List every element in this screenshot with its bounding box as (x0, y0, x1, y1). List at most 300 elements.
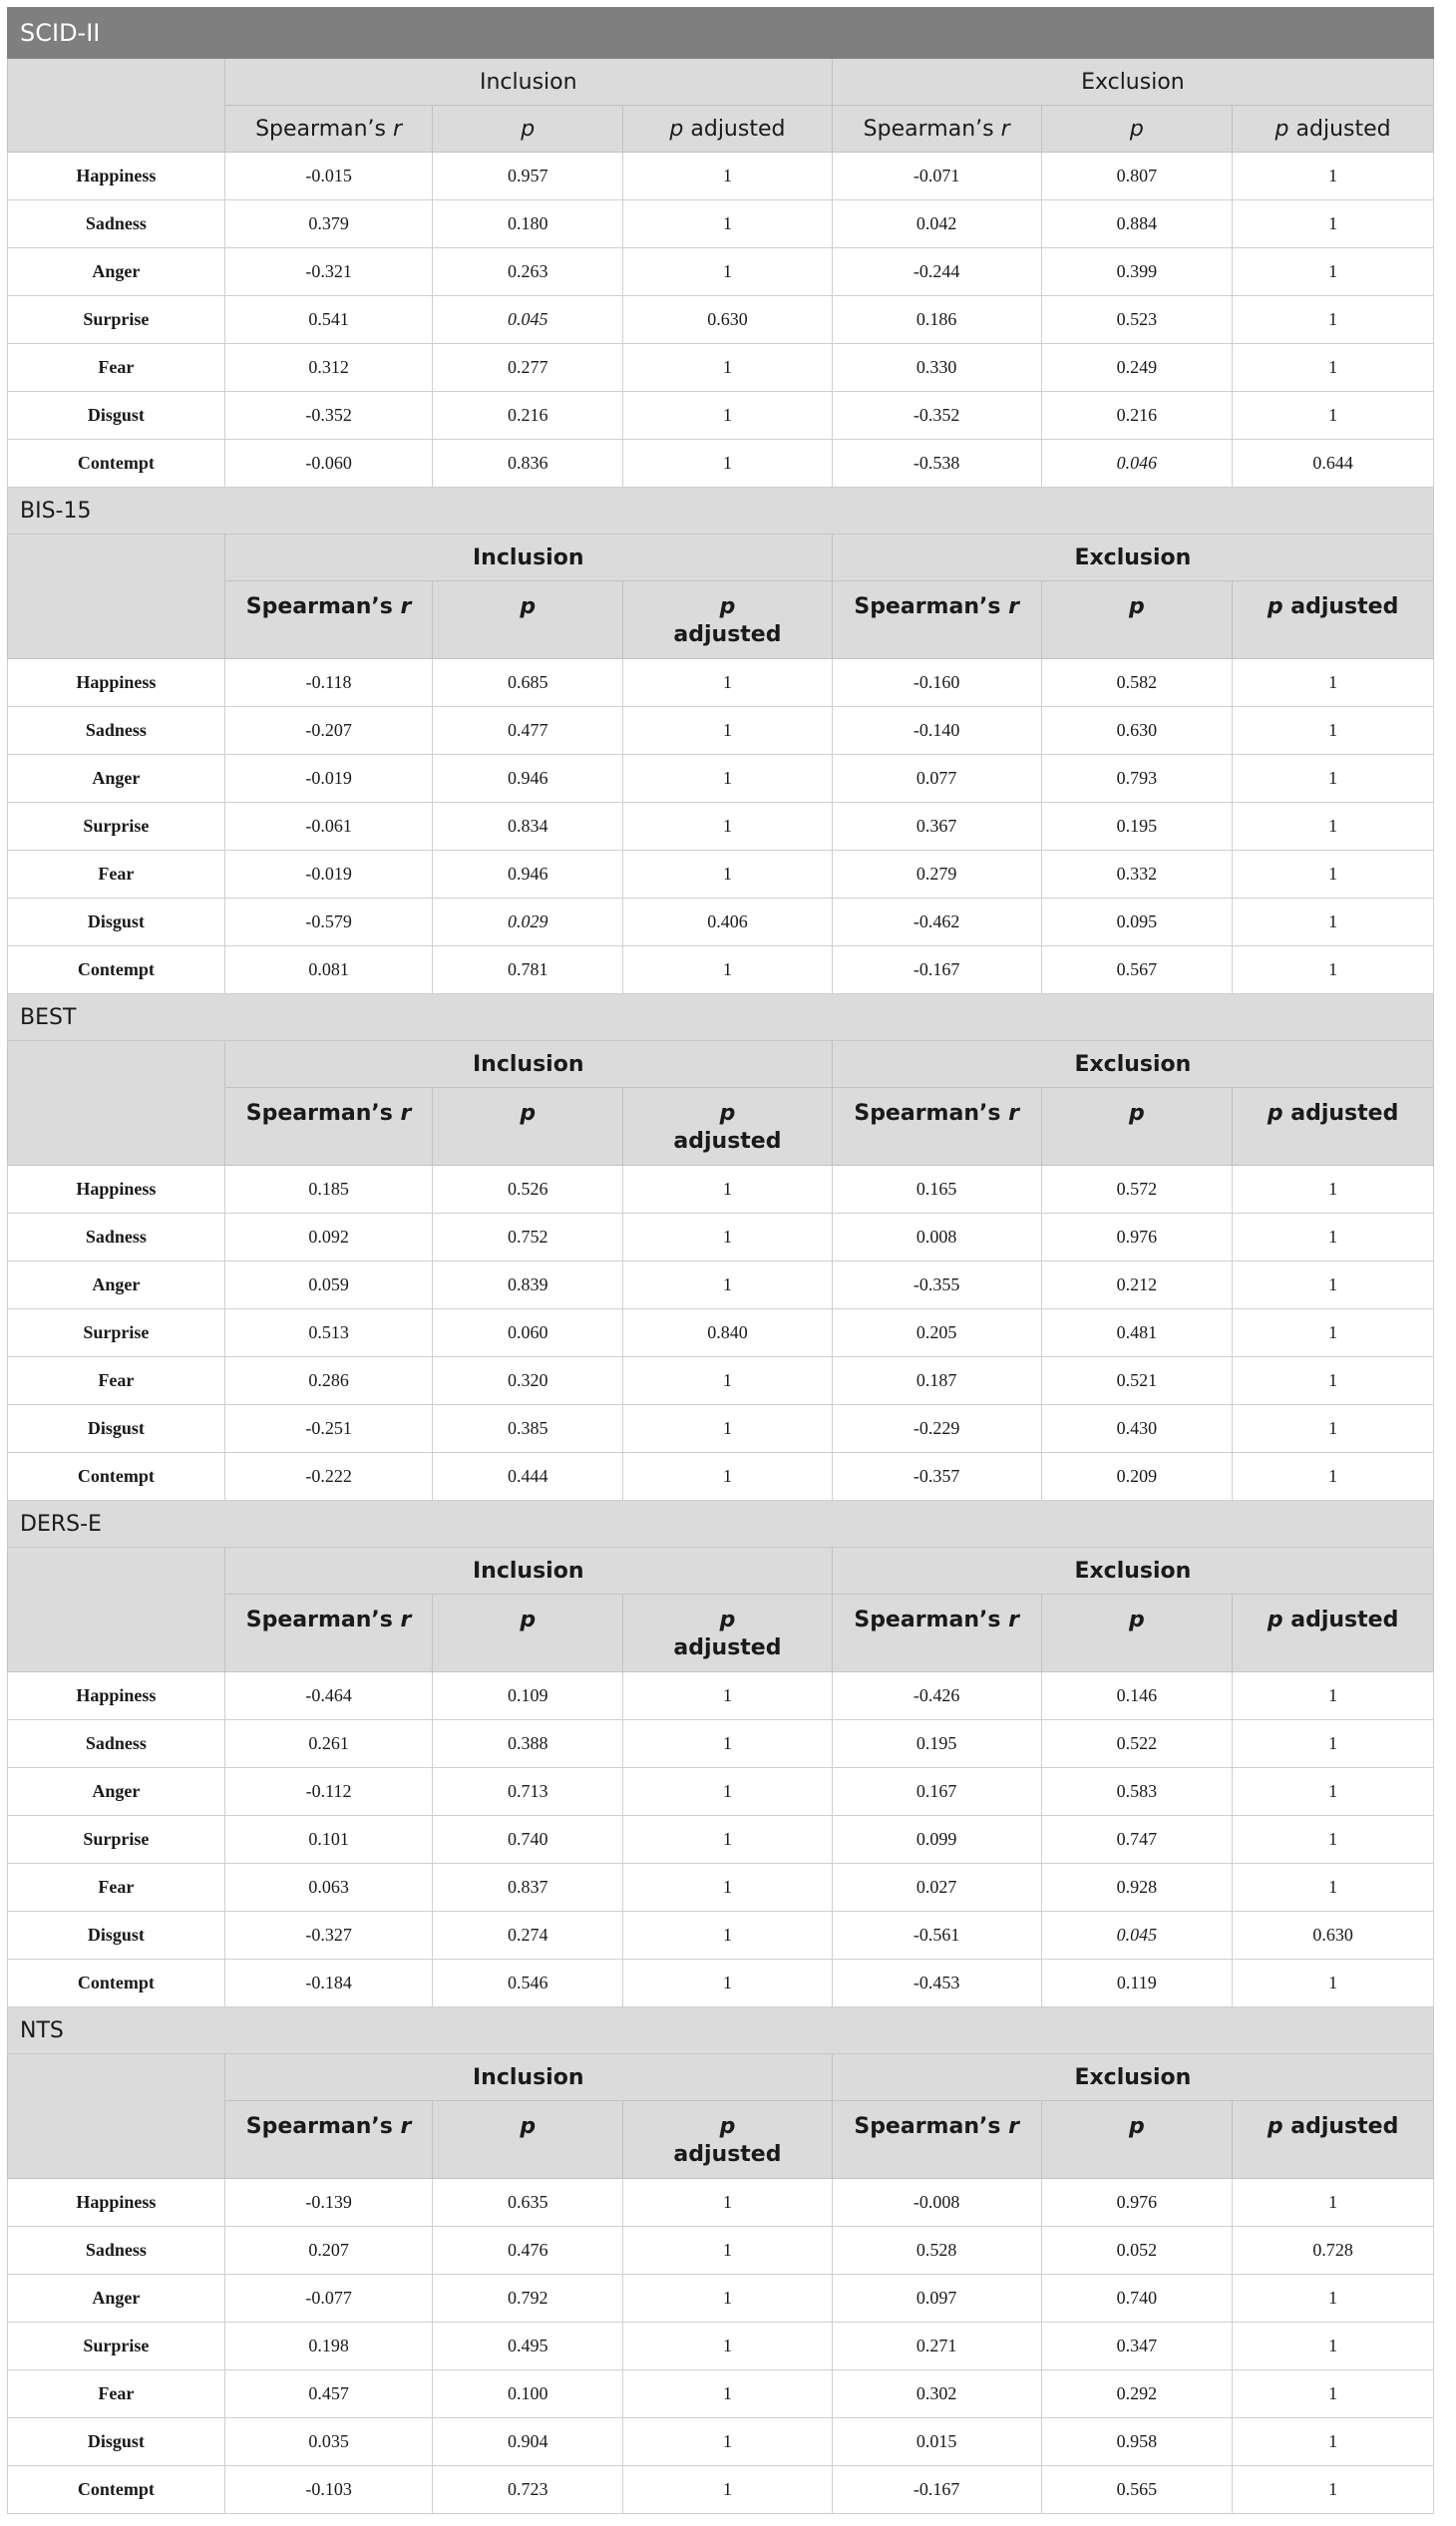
table-row (8, 803, 1434, 851)
group-exclusion: Exclusion (832, 535, 1433, 581)
cell-inc-r: -0.464 (224, 1672, 433, 1720)
cell-exc-p: 0.958 (1041, 2418, 1233, 2466)
spearman-label: Spearman’s (854, 1101, 1009, 1126)
r-symbol: r (1008, 594, 1019, 619)
cell-exc-p: 0.399 (1041, 248, 1233, 296)
cell-exc-r: 0.271 (832, 2323, 1041, 2370)
spearman-label: Spearman’s (863, 116, 1001, 142)
adjusted-label: adjusted (673, 1129, 782, 1154)
cell-exc-p: 0.430 (1041, 1405, 1233, 1453)
cell-exc-p-adj: 1 (1233, 1864, 1434, 1912)
table-row (8, 1357, 1434, 1405)
section-title: BEST (8, 994, 1434, 1041)
adjusted-label: adjusted (1282, 594, 1399, 619)
cell-inc-p-adj: 0.406 (623, 899, 833, 946)
cell-inc-r: 0.261 (224, 1720, 433, 1768)
row-label: Fear (8, 1357, 225, 1405)
col-p (433, 1088, 623, 1166)
p-symbol: p (719, 1608, 736, 1632)
table-row (8, 200, 1434, 248)
cell-inc-p: 0.946 (433, 755, 623, 803)
cell-inc-p-adj: 1 (623, 1720, 833, 1768)
p-symbol: p (1129, 116, 1144, 142)
cell-exc-p: 0.045 (1041, 1912, 1233, 1960)
cell-exc-r: 0.165 (832, 1166, 1041, 1214)
col-spearman-r (224, 1595, 433, 1672)
cell-exc-p: 0.052 (1041, 2227, 1233, 2275)
col-p (433, 581, 623, 659)
p-symbol: p (1267, 2114, 1283, 2139)
cell-inc-p: 0.635 (433, 2179, 623, 2227)
cell-exc-p: 0.740 (1041, 2275, 1233, 2323)
cell-exc-p-adj: 1 (1233, 153, 1434, 200)
cell-inc-p: 0.216 (433, 392, 623, 440)
cell-inc-p-adj: 1 (623, 851, 833, 899)
table-row (8, 2179, 1434, 2227)
cell-inc-r: 0.059 (224, 1262, 433, 1309)
cell-inc-r: 0.541 (224, 296, 433, 344)
group-inclusion: Inclusion (224, 1041, 832, 1088)
r-symbol: r (1008, 1101, 1019, 1126)
col-p-adjusted (1233, 581, 1434, 659)
cell-inc-p: 0.685 (433, 659, 623, 707)
p-symbol: p (1128, 1101, 1145, 1126)
cell-exc-p: 0.582 (1041, 659, 1233, 707)
cell-inc-p-adj: 1 (623, 1960, 833, 2007)
cell-exc-p: 0.209 (1041, 1453, 1233, 1501)
cell-inc-p: 0.180 (433, 200, 623, 248)
corner-cell (8, 1548, 225, 1672)
cell-exc-p-adj: 1 (1233, 1405, 1434, 1453)
cell-inc-p: 0.385 (433, 1405, 623, 1453)
spearman-label: Spearman’s (245, 2114, 401, 2139)
cell-inc-p: 0.904 (433, 2418, 623, 2466)
cell-inc-p-adj: 1 (623, 1166, 833, 1214)
cell-exc-r: -0.352 (832, 392, 1041, 440)
cell-exc-r: 0.195 (832, 1720, 1041, 1768)
cell-inc-p: 0.546 (433, 1960, 623, 2007)
cell-exc-r: 0.279 (832, 851, 1041, 899)
cell-exc-p: 0.747 (1041, 1816, 1233, 1864)
cell-inc-p-adj: 1 (623, 946, 833, 994)
cell-exc-r: -0.244 (832, 248, 1041, 296)
cell-inc-p-adj: 0.840 (623, 1309, 833, 1357)
r-symbol: r (1008, 1608, 1019, 1632)
cell-exc-p-adj: 1 (1233, 392, 1434, 440)
cell-exc-p: 0.884 (1041, 200, 1233, 248)
table-row (8, 1864, 1434, 1912)
col-p (433, 1595, 623, 1672)
cell-inc-r: -0.077 (224, 2275, 433, 2323)
cell-inc-p: 0.495 (433, 2323, 623, 2370)
table-row (8, 1672, 1434, 1720)
row-label: Fear (8, 2370, 225, 2418)
cell-inc-r: -0.207 (224, 707, 433, 755)
cell-exc-p-adj: 1 (1233, 2275, 1434, 2323)
table-row (8, 1768, 1434, 1816)
r-symbol: r (400, 594, 412, 619)
table-row (8, 1912, 1434, 1960)
cell-exc-r: 0.187 (832, 1357, 1041, 1405)
table-row (8, 899, 1434, 946)
cell-exc-p: 0.249 (1041, 344, 1233, 392)
cell-exc-p: 0.793 (1041, 755, 1233, 803)
cell-inc-p-adj: 1 (623, 2370, 833, 2418)
cell-inc-p-adj: 1 (623, 2275, 833, 2323)
row-label: Sadness (8, 200, 225, 248)
table-row (8, 153, 1434, 200)
cell-inc-p: 0.526 (433, 1166, 623, 1214)
p-symbol: p (521, 116, 536, 142)
table-row (8, 248, 1434, 296)
row-label: Surprise (8, 803, 225, 851)
col-p-adjusted (623, 106, 833, 153)
cell-exc-p: 0.976 (1041, 2179, 1233, 2227)
group-inclusion: Inclusion (224, 1548, 832, 1595)
cell-exc-r: -0.140 (832, 707, 1041, 755)
col-p (1041, 581, 1233, 659)
correlation-table (7, 7, 1434, 2514)
table-row (8, 1262, 1434, 1309)
cell-exc-p: 0.195 (1041, 803, 1233, 851)
cell-inc-p-adj: 1 (623, 707, 833, 755)
cell-inc-r: 0.457 (224, 2370, 433, 2418)
cell-inc-p: 0.045 (433, 296, 623, 344)
row-label: Disgust (8, 392, 225, 440)
cell-inc-p: 0.713 (433, 1768, 623, 1816)
cell-exc-p-adj: 1 (1233, 1166, 1434, 1214)
cell-exc-r: -0.160 (832, 659, 1041, 707)
cell-exc-r: -0.167 (832, 946, 1041, 994)
group-exclusion: Exclusion (832, 2054, 1433, 2101)
cell-inc-p: 0.837 (433, 1864, 623, 1912)
col-spearman-r (224, 1088, 433, 1166)
cell-inc-p: 0.957 (433, 153, 623, 200)
cell-inc-r: -0.060 (224, 440, 433, 488)
group-header-row (8, 1548, 1434, 1595)
cell-exc-p-adj: 1 (1233, 1214, 1434, 1262)
cell-inc-p-adj: 1 (623, 1357, 833, 1405)
cell-exc-r: -0.008 (832, 2179, 1041, 2227)
p-symbol: p (520, 1101, 537, 1126)
cell-inc-p-adj: 1 (623, 1405, 833, 1453)
cell-inc-r: -0.112 (224, 1768, 433, 1816)
row-label: Happiness (8, 659, 225, 707)
cell-exc-r: -0.167 (832, 2466, 1041, 2514)
cell-inc-p-adj: 1 (623, 344, 833, 392)
row-label: Sadness (8, 707, 225, 755)
cell-inc-r: -0.321 (224, 248, 433, 296)
group-header-row (8, 535, 1434, 581)
col-spearman-r (224, 581, 433, 659)
cell-exc-r: 0.330 (832, 344, 1041, 392)
col-spearman-r (224, 2101, 433, 2179)
section-header-row (8, 488, 1434, 535)
cell-exc-p-adj: 1 (1233, 851, 1434, 899)
cell-inc-r: 0.513 (224, 1309, 433, 1357)
cell-exc-p: 0.522 (1041, 1720, 1233, 1768)
group-inclusion: Inclusion (224, 2054, 832, 2101)
col-spearman-r (224, 106, 433, 153)
col-p (1041, 1088, 1233, 1166)
table-row (8, 392, 1434, 440)
cell-exc-p: 0.521 (1041, 1357, 1233, 1405)
cell-inc-p-adj: 1 (623, 1816, 833, 1864)
cell-inc-p-adj: 1 (623, 755, 833, 803)
cell-exc-p-adj: 1 (1233, 2179, 1434, 2227)
row-label: Disgust (8, 1405, 225, 1453)
table-row (8, 344, 1434, 392)
adjusted-label: adjusted (673, 622, 782, 647)
cell-inc-r: -0.019 (224, 851, 433, 899)
spearman-label: Spearman’s (255, 116, 394, 142)
p-symbol: p (1128, 1608, 1145, 1632)
p-symbol: p (1274, 116, 1289, 142)
cell-exc-p: 0.046 (1041, 440, 1233, 488)
cell-exc-r: 0.097 (832, 2275, 1041, 2323)
cell-inc-r: -0.118 (224, 659, 433, 707)
cell-exc-p-adj: 0.728 (1233, 2227, 1434, 2275)
row-label: Sadness (8, 1214, 225, 1262)
cell-exc-r: 0.099 (832, 1816, 1041, 1864)
col-p (1041, 2101, 1233, 2179)
p-symbol: p (719, 1101, 736, 1126)
table-row (8, 1405, 1434, 1453)
table-row (8, 440, 1434, 488)
cell-inc-p-adj: 1 (623, 200, 833, 248)
group-header-row (8, 59, 1434, 106)
cell-exc-r: -0.426 (832, 1672, 1041, 1720)
cell-exc-p-adj: 1 (1233, 200, 1434, 248)
cell-inc-p: 0.320 (433, 1357, 623, 1405)
p-symbol: p (719, 594, 736, 619)
cell-inc-p-adj: 0.630 (623, 296, 833, 344)
cell-exc-p: 0.630 (1041, 707, 1233, 755)
cell-inc-r: 0.286 (224, 1357, 433, 1405)
adjusted-label: adjusted (1282, 1101, 1399, 1126)
table-row (8, 659, 1434, 707)
cell-inc-r: 0.185 (224, 1166, 433, 1214)
row-label: Disgust (8, 2418, 225, 2466)
col-p-adjusted (1233, 1088, 1434, 1166)
r-symbol: r (393, 116, 403, 142)
cell-exc-p-adj: 1 (1233, 344, 1434, 392)
cell-inc-r: 0.035 (224, 2418, 433, 2466)
cell-exc-p: 0.212 (1041, 1262, 1233, 1309)
p-symbol: p (1128, 2114, 1145, 2139)
col-spearman-r (832, 1595, 1041, 1672)
col-p (1041, 1595, 1233, 1672)
r-symbol: r (400, 1608, 412, 1632)
table-row (8, 1453, 1434, 1501)
p-symbol: p (520, 1608, 537, 1632)
table-row (8, 2227, 1434, 2275)
spearman-label: Spearman’s (854, 594, 1009, 619)
p-symbol: p (520, 594, 537, 619)
col-p-adjusted (623, 581, 833, 659)
p-symbol: p (1128, 594, 1145, 619)
row-label: Contempt (8, 1960, 225, 2007)
corner-cell (8, 2054, 225, 2179)
cell-exc-p: 0.523 (1041, 296, 1233, 344)
cell-exc-p-adj: 1 (1233, 1262, 1434, 1309)
col-p-adjusted (1233, 1595, 1434, 1672)
col-p (433, 106, 623, 153)
cell-exc-p-adj: 1 (1233, 1816, 1434, 1864)
col-p-adjusted (623, 2101, 833, 2179)
cell-exc-p-adj: 1 (1233, 899, 1434, 946)
cell-exc-p: 0.347 (1041, 2323, 1233, 2370)
group-exclusion: Exclusion (832, 59, 1433, 106)
cell-inc-r: -0.327 (224, 1912, 433, 1960)
cell-inc-p-adj: 1 (623, 2227, 833, 2275)
cell-inc-r: 0.092 (224, 1214, 433, 1262)
p-symbol: p (520, 2114, 537, 2139)
cell-inc-p-adj: 1 (623, 1768, 833, 1816)
row-label: Happiness (8, 1672, 225, 1720)
row-label: Contempt (8, 1453, 225, 1501)
cell-inc-p-adj: 1 (623, 153, 833, 200)
adjusted-label: adjusted (1288, 116, 1391, 142)
col-spearman-r (832, 1088, 1041, 1166)
cell-inc-p: 0.029 (433, 899, 623, 946)
row-label: Happiness (8, 2179, 225, 2227)
cell-exc-p-adj: 1 (1233, 803, 1434, 851)
p-symbol: p (1267, 594, 1283, 619)
spearman-label: Spearman’s (245, 1608, 401, 1632)
table-row (8, 1309, 1434, 1357)
table-row (8, 2275, 1434, 2323)
cell-exc-r: 0.205 (832, 1309, 1041, 1357)
cell-inc-p: 0.836 (433, 440, 623, 488)
cell-exc-p-adj: 1 (1233, 1357, 1434, 1405)
cell-inc-p-adj: 1 (623, 1453, 833, 1501)
cell-exc-r: 0.042 (832, 200, 1041, 248)
adjusted-label: adjusted (683, 116, 786, 142)
cell-inc-r: -0.184 (224, 1960, 433, 2007)
adjusted-label: adjusted (673, 1635, 782, 1660)
cell-exc-r: -0.071 (832, 153, 1041, 200)
cell-inc-r: 0.312 (224, 344, 433, 392)
p-symbol: p (669, 116, 684, 142)
cell-inc-p: 0.839 (433, 1262, 623, 1309)
cell-inc-r: 0.101 (224, 1816, 433, 1864)
cell-exc-p-adj: 1 (1233, 2323, 1434, 2370)
cell-inc-r: 0.063 (224, 1864, 433, 1912)
cell-inc-p: 0.100 (433, 2370, 623, 2418)
section-header-row (8, 1501, 1434, 1548)
cell-exc-p-adj: 1 (1233, 1768, 1434, 1816)
table-row (8, 755, 1434, 803)
cell-exc-p: 0.583 (1041, 1768, 1233, 1816)
row-label: Anger (8, 1262, 225, 1309)
group-exclusion: Exclusion (832, 1548, 1433, 1595)
section-header-row (8, 994, 1434, 1041)
table-row (8, 1214, 1434, 1262)
cell-exc-r: 0.367 (832, 803, 1041, 851)
cell-inc-p-adj: 1 (623, 659, 833, 707)
row-label: Anger (8, 248, 225, 296)
cell-inc-p: 0.752 (433, 1214, 623, 1262)
cell-inc-r: -0.579 (224, 899, 433, 946)
cell-inc-r: -0.103 (224, 2466, 433, 2514)
cell-inc-p-adj: 1 (623, 1864, 833, 1912)
row-label: Surprise (8, 2323, 225, 2370)
cell-inc-p-adj: 1 (623, 803, 833, 851)
cell-inc-r: 0.198 (224, 2323, 433, 2370)
group-inclusion: Inclusion (224, 535, 832, 581)
cell-inc-p: 0.792 (433, 2275, 623, 2323)
cell-exc-p-adj: 1 (1233, 1453, 1434, 1501)
row-label: Happiness (8, 1166, 225, 1214)
col-p (433, 2101, 623, 2179)
cell-exc-p: 0.567 (1041, 946, 1233, 994)
cell-exc-r: 0.027 (832, 1864, 1041, 1912)
cell-exc-r: 0.302 (832, 2370, 1041, 2418)
cell-exc-p-adj: 1 (1233, 2466, 1434, 2514)
cell-exc-p: 0.976 (1041, 1214, 1233, 1262)
row-label: Fear (8, 851, 225, 899)
cell-inc-p-adj: 1 (623, 2323, 833, 2370)
col-p-adjusted (623, 1595, 833, 1672)
adjusted-label: adjusted (1282, 2114, 1399, 2139)
table-row (8, 707, 1434, 755)
cell-exc-r: 0.167 (832, 1768, 1041, 1816)
cell-inc-p-adj: 1 (623, 2179, 833, 2227)
cell-exc-r: -0.357 (832, 1453, 1041, 1501)
section-header-row (8, 2007, 1434, 2054)
cell-inc-r: 0.379 (224, 200, 433, 248)
row-label: Anger (8, 2275, 225, 2323)
row-label: Disgust (8, 899, 225, 946)
cell-inc-p-adj: 1 (623, 2418, 833, 2466)
table-row (8, 851, 1434, 899)
group-header-row (8, 2054, 1434, 2101)
r-symbol: r (1000, 116, 1010, 142)
cell-inc-p: 0.834 (433, 803, 623, 851)
cell-exc-p-adj: 0.630 (1233, 1912, 1434, 1960)
cell-exc-p-adj: 1 (1233, 946, 1434, 994)
p-symbol: p (1267, 1608, 1283, 1632)
cell-exc-p: 0.572 (1041, 1166, 1233, 1214)
col-p-adjusted (1233, 106, 1434, 153)
row-label: Surprise (8, 1309, 225, 1357)
group-header-row (8, 1041, 1434, 1088)
p-symbol: p (719, 2114, 736, 2139)
cell-inc-p: 0.740 (433, 1816, 623, 1864)
group-inclusion: Inclusion (224, 59, 832, 106)
cell-inc-r: 0.081 (224, 946, 433, 994)
cell-exc-p-adj: 1 (1233, 2370, 1434, 2418)
cell-inc-p: 0.781 (433, 946, 623, 994)
table-row (8, 2323, 1434, 2370)
cell-inc-p-adj: 1 (623, 1214, 833, 1262)
col-p (1041, 106, 1233, 153)
cell-exc-p-adj: 1 (1233, 1720, 1434, 1768)
cell-inc-p: 0.723 (433, 2466, 623, 2514)
cell-exc-p-adj: 0.644 (1233, 440, 1434, 488)
cell-inc-p: 0.060 (433, 1309, 623, 1357)
corner-cell (8, 1041, 225, 1166)
r-symbol: r (1008, 2114, 1019, 2139)
row-label: Disgust (8, 1912, 225, 1960)
cell-exc-p-adj: 1 (1233, 2418, 1434, 2466)
cell-exc-r: 0.186 (832, 296, 1041, 344)
table-row (8, 1166, 1434, 1214)
table-row (8, 946, 1434, 994)
cell-inc-p: 0.476 (433, 2227, 623, 2275)
cell-exc-p-adj: 1 (1233, 1309, 1434, 1357)
